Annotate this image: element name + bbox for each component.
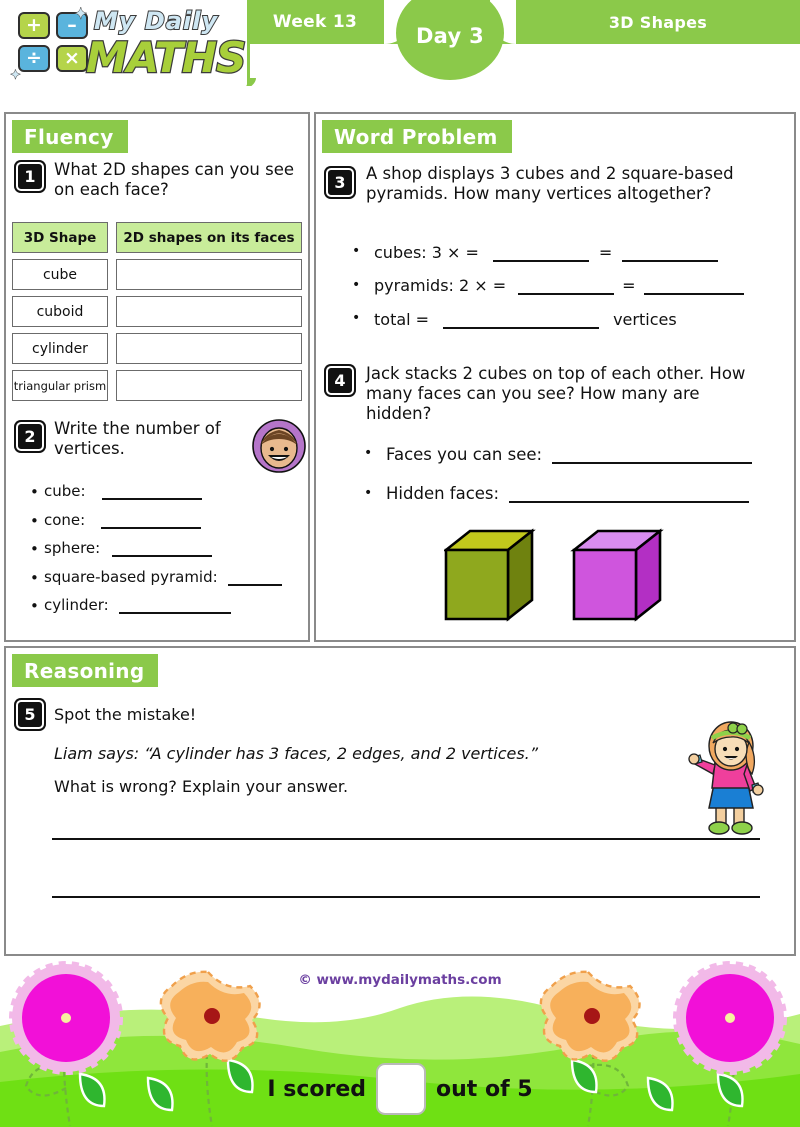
page-header (0, 0, 800, 108)
avatar (250, 417, 308, 475)
copyright-text: © www.mydailymaths.com (298, 972, 502, 988)
score-prefix-label: I scored (267, 1076, 366, 1102)
table-cell-shape-cube: cube (12, 259, 108, 290)
sparkle-icon: ✦ (10, 68, 21, 83)
list-item (364, 444, 784, 464)
table-header-2d-shapes: 2D shapes on its faces (116, 222, 302, 253)
q4-label-hidden-faces: Hidden faces: (386, 484, 500, 504)
list-item (30, 539, 308, 557)
score-input-box[interactable] (376, 1063, 426, 1115)
plus-icon: + (18, 12, 50, 39)
table-row (12, 333, 302, 364)
brand-logo (8, 6, 246, 84)
cube-illustration-group (444, 528, 674, 628)
q3-blank-pyramids-1[interactable] (518, 282, 614, 295)
q3-blank-total[interactable] (443, 316, 599, 329)
bullet-icon: • (352, 310, 361, 327)
score-suffix-label: out of 5 (436, 1076, 533, 1102)
table-answer-cube[interactable] (116, 259, 302, 290)
word-problem-section-header: Word Problem (322, 120, 512, 153)
logo-text-maths: MATHS (86, 33, 246, 82)
q3-blank-cubes-1[interactable] (493, 249, 589, 262)
q2-label-sphere: sphere: (44, 539, 101, 557)
q4-label-faces-you-can-see: Faces you can see: (386, 444, 543, 464)
bullet-icon: • (30, 511, 39, 530)
question-3-answer-list (352, 242, 782, 343)
q4-blank-hidden-faces[interactable] (509, 490, 749, 503)
q3-equals-cubes: = (598, 242, 613, 262)
list-item (30, 596, 308, 614)
question-5-badge: 5 (14, 698, 46, 731)
logo-text-my-daily: My Daily (94, 7, 219, 35)
q2-label-square-based-pyramid: square-based pyramid: (44, 567, 218, 586)
q2-label-cube: cube: (44, 482, 86, 500)
reasoning-panel (4, 646, 796, 956)
table-row (12, 370, 302, 401)
table-answer-triangular-prism[interactable] (116, 370, 302, 401)
list-item (30, 482, 308, 500)
bullet-icon: • (364, 484, 373, 501)
reasoning-section-header: Reasoning (12, 654, 158, 687)
question-1-text: What 2D shapes can you see on each face? (54, 160, 295, 199)
question-5-quote: Liam says: “A cylinder has 3 faces, 2 edges, and 2 vertices.” (54, 744, 539, 763)
divide-icon: ÷ (18, 45, 50, 72)
table-answer-cylinder[interactable] (116, 333, 302, 364)
q3-blank-cubes-2[interactable] (622, 249, 718, 262)
bullet-icon: • (30, 483, 39, 501)
bullet-icon: • (30, 568, 39, 587)
header-week-label: Week 13 (272, 12, 358, 32)
q3-label-total: total = (374, 309, 430, 329)
bullet-icon: • (352, 276, 361, 293)
q2-blank-cylinder[interactable] (119, 601, 231, 614)
question-5-prompt: What is wrong? Explain your answer. (54, 777, 349, 796)
header-topic-label: 3D Shapes (608, 12, 708, 32)
sparkle-icon: ✦ (74, 4, 88, 23)
q2-blank-cone[interactable] (101, 516, 201, 529)
bullet-icon: • (364, 445, 373, 461)
girl-character-illustration (688, 718, 774, 836)
question-4-text: Jack stacks 2 cubes on top of each other. How many faces can you see? How many are hidden? (366, 364, 746, 423)
q2-blank-square-based-pyramid[interactable] (228, 573, 282, 586)
bullet-icon: • (30, 540, 39, 558)
header-day-label: Day 3 (415, 24, 485, 48)
question-4-answer-list (364, 444, 784, 523)
q2-label-cone: cone: (44, 510, 86, 529)
q3-label-cubes: cubes: 3 × = (374, 242, 479, 262)
olive-cube (446, 531, 532, 619)
list-item (352, 242, 782, 262)
list-item (364, 484, 784, 504)
q4-blank-faces-you-can-see[interactable] (552, 451, 752, 464)
q2-blank-sphere[interactable] (112, 544, 212, 557)
header-day-badge (396, 0, 504, 80)
answer-line-1[interactable] (52, 838, 760, 840)
question-2-answer-list (30, 482, 308, 625)
q2-label-cylinder: cylinder: (44, 596, 109, 614)
fluency-section-header: Fluency (12, 120, 128, 153)
list-item (352, 309, 782, 329)
table-answer-cuboid[interactable] (116, 296, 302, 327)
question-2-badge: 2 (14, 420, 46, 453)
minus-icon: – (56, 12, 88, 39)
q3-equals-pyramids: = (622, 276, 636, 296)
table-row (12, 259, 302, 290)
table-cell-shape-cuboid: cuboid (12, 296, 108, 327)
purple-cube (574, 531, 660, 619)
question-3-text: A shop displays 3 cubes and 2 square-based pyramids. How many vertices altogether? (366, 164, 734, 203)
list-item (30, 511, 308, 529)
bullet-icon: • (30, 597, 39, 615)
table-row (12, 296, 302, 327)
question-5-title: Spot the mistake! (54, 705, 197, 724)
q2-blank-cube[interactable] (102, 487, 202, 500)
q3-blank-pyramids-2[interactable] (644, 282, 744, 295)
answer-line-2[interactable] (52, 896, 760, 898)
question-2-text: Write the number of vertices. (54, 419, 221, 458)
q3-suffix-vertices: vertices (613, 309, 677, 329)
q3-label-pyramids: pyramids: 2 × = (374, 276, 507, 296)
question-1-badge: 1 (14, 160, 46, 193)
logo-swoosh-inner (0, 86, 262, 108)
table-cell-shape-triangular-prism: triangular prism (12, 370, 108, 401)
list-item (30, 568, 308, 586)
score-row (0, 1063, 800, 1115)
question-3-badge: 3 (324, 166, 356, 199)
list-item (352, 276, 782, 296)
bullet-icon: • (352, 243, 361, 259)
table-header-row (12, 222, 302, 253)
question-4-badge: 4 (324, 364, 356, 397)
table-cell-shape-cylinder: cylinder (12, 333, 108, 364)
shapes-table (12, 222, 302, 407)
table-header-3d-shape: 3D Shape (12, 222, 108, 253)
multiply-icon: × (56, 45, 88, 72)
